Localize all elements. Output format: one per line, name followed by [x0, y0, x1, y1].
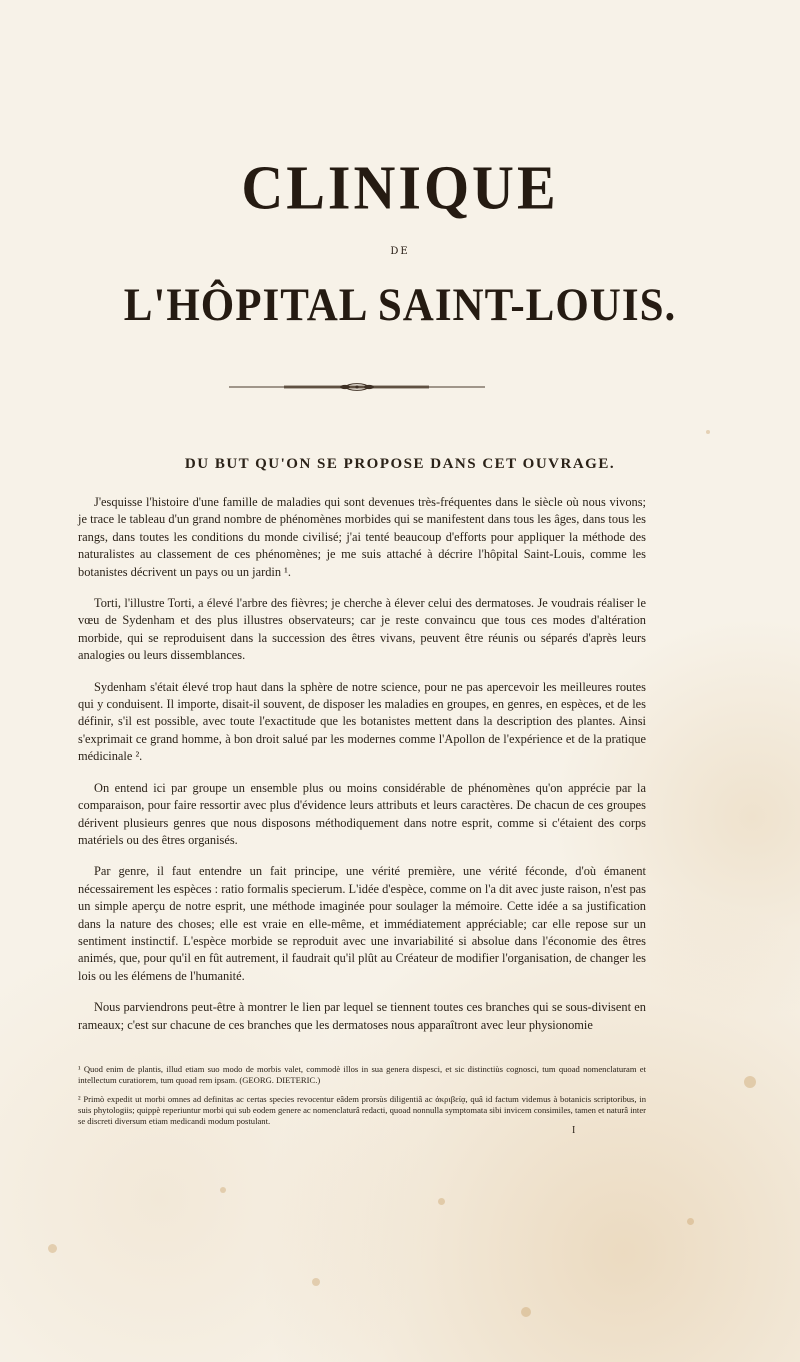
foxing-stain	[521, 1307, 531, 1317]
body-text	[78, 494, 646, 1048]
main-title: CLINIQUE	[241, 152, 559, 223]
paragraph: J'esquisse l'histoire d'une famille de maladies qui sont devenues très-fréquentes dans le siècle où nous vivons; je trace le tableau d'un grand nombre de phénomènes morbides qui se manifestent dans tous les âges, dans tous les rangs, dans toutes les conditions du monde civilisé; j'ai tenté beaucoup d'efforts pour appliquer la méthode des naturalistes au classement de ces phénomènes; je me suis attaché à décrire l'hôpital Saint-Louis, comme les botanistes décrivent un pays ou un jardin ¹.	[78, 495, 646, 579]
title-connector: DE	[390, 246, 410, 257]
foxing-stain	[48, 1244, 57, 1253]
foxing-stain	[312, 1278, 320, 1286]
paragraph: Par genre, il faut entendre un fait principe, une vérité première, une vérité féconde, d'où émanent nécessairement les espèces : ratio formalis specierum. L'idée d'espèce, comme on l'a dit avec juste raison, n'est pas un simple aperçu de notre esprit, une méthode imaginée pour soulager la mémoire. Cette idée a sa justification dans la nature des choses; elle est vraie en elle-même, et immédiatement appréciable; car elle repose sur un sentiment instinctif. L'espèce morbide se reproduit avec une invariabilité si absolue dans l'économie des êtres animés, que, pour qu'il en fût autrement, il faudrait qu'il plût au Créateur de modifier l'organisation, de changer les lois ou les élémens de l'humanité.	[78, 864, 646, 983]
foxing-stain	[744, 1076, 756, 1088]
paragraph: Nous parviendrons peut-être à montrer le lien par lequel se tiennent toutes ces branches qui se sous-divisent en rameaux; c'est sur chacune de ces branches que les dermatoses nous apparaîtront avec leur physionomie	[78, 1000, 646, 1032]
paragraph: On entend ici par groupe un ensemble plus ou moins considérable de phénomènes qu'on apprécie par la comparaison, pour faire ressortir avec plus d'évidence leurs attributs et leurs caractères. De chacun de ces groupes dérivent plusieurs genres que nous disposons méthodiquement dans notre esprit, comme si c'étaient des corps matériels ou des êtres organisés.	[78, 780, 646, 847]
page-number: I	[572, 1125, 576, 1136]
foxing-stain	[220, 1187, 226, 1193]
decorative-rule-ornament	[229, 381, 485, 393]
footnote: ² Primò expedit ut morbi omnes ad definitas ac certas species revocentur eâdem prorsùs diligentiâ ac ἀκριβείᾳ, quâ id factum videmus à botanicis scriptoribus, in suis phytologiis; quippè reperiuntur morbi qui sub eodem genere ac nomenclaturâ redacti, quoad nonnulla symptomata sibi invicem consimiles, tamen et naturâ inter se discreti diversum etiam medicandi modum postulant.	[78, 1094, 646, 1126]
footnote: ¹ Quod enim de plantis, illud etiam suo modo de morbis valet, commodè illos in sua genera dispesci, et sic distinctiùs cognosci, tum quoad nomenclaturam et intellectum curatiorem, tum quoad rem ipsam. (GEORG. DIETERIC.)	[78, 1064, 646, 1085]
foxing-stain	[438, 1198, 445, 1205]
main-subtitle: L'HÔPITAL SAINT-LOUIS.	[123, 280, 677, 331]
foxing-stain	[706, 430, 710, 434]
foxing-stain	[687, 1218, 694, 1225]
paragraph: Torti, l'illustre Torti, a élevé l'arbre des fièvres; je cherche à élever celui des dermatoses. Je voudrais réaliser le vœu de Sydenham et des plus illustres observateurs; car je reste convaincu que tous ces modes d'altération morbide, qui se reproduisent dans la succession des êtres vivans, peuvent être réunis ou séparés d'après leurs analogies ou leurs dissemblances.	[78, 596, 646, 663]
section-heading: DU BUT QU'ON SE PROPOSE DANS CET OUVRAGE.	[184, 456, 616, 472]
paragraph: Sydenham s'était élevé trop haut dans la sphère de notre science, pour ne pas apercevoir les meilleures routes qui y conduisent. Il importe, disait-il souvent, de disposer les maladies en groupes, en genres, en espèces, et de les définir, s'il est possible, avec toute l'exactitude que les botanistes mettent dans la description des plantes. Ainsi s'exprimait ce grand homme, à bon droit salué par les modernes comme l'Apollon de l'expérience et de la pratique médicinale ².	[78, 679, 646, 764]
